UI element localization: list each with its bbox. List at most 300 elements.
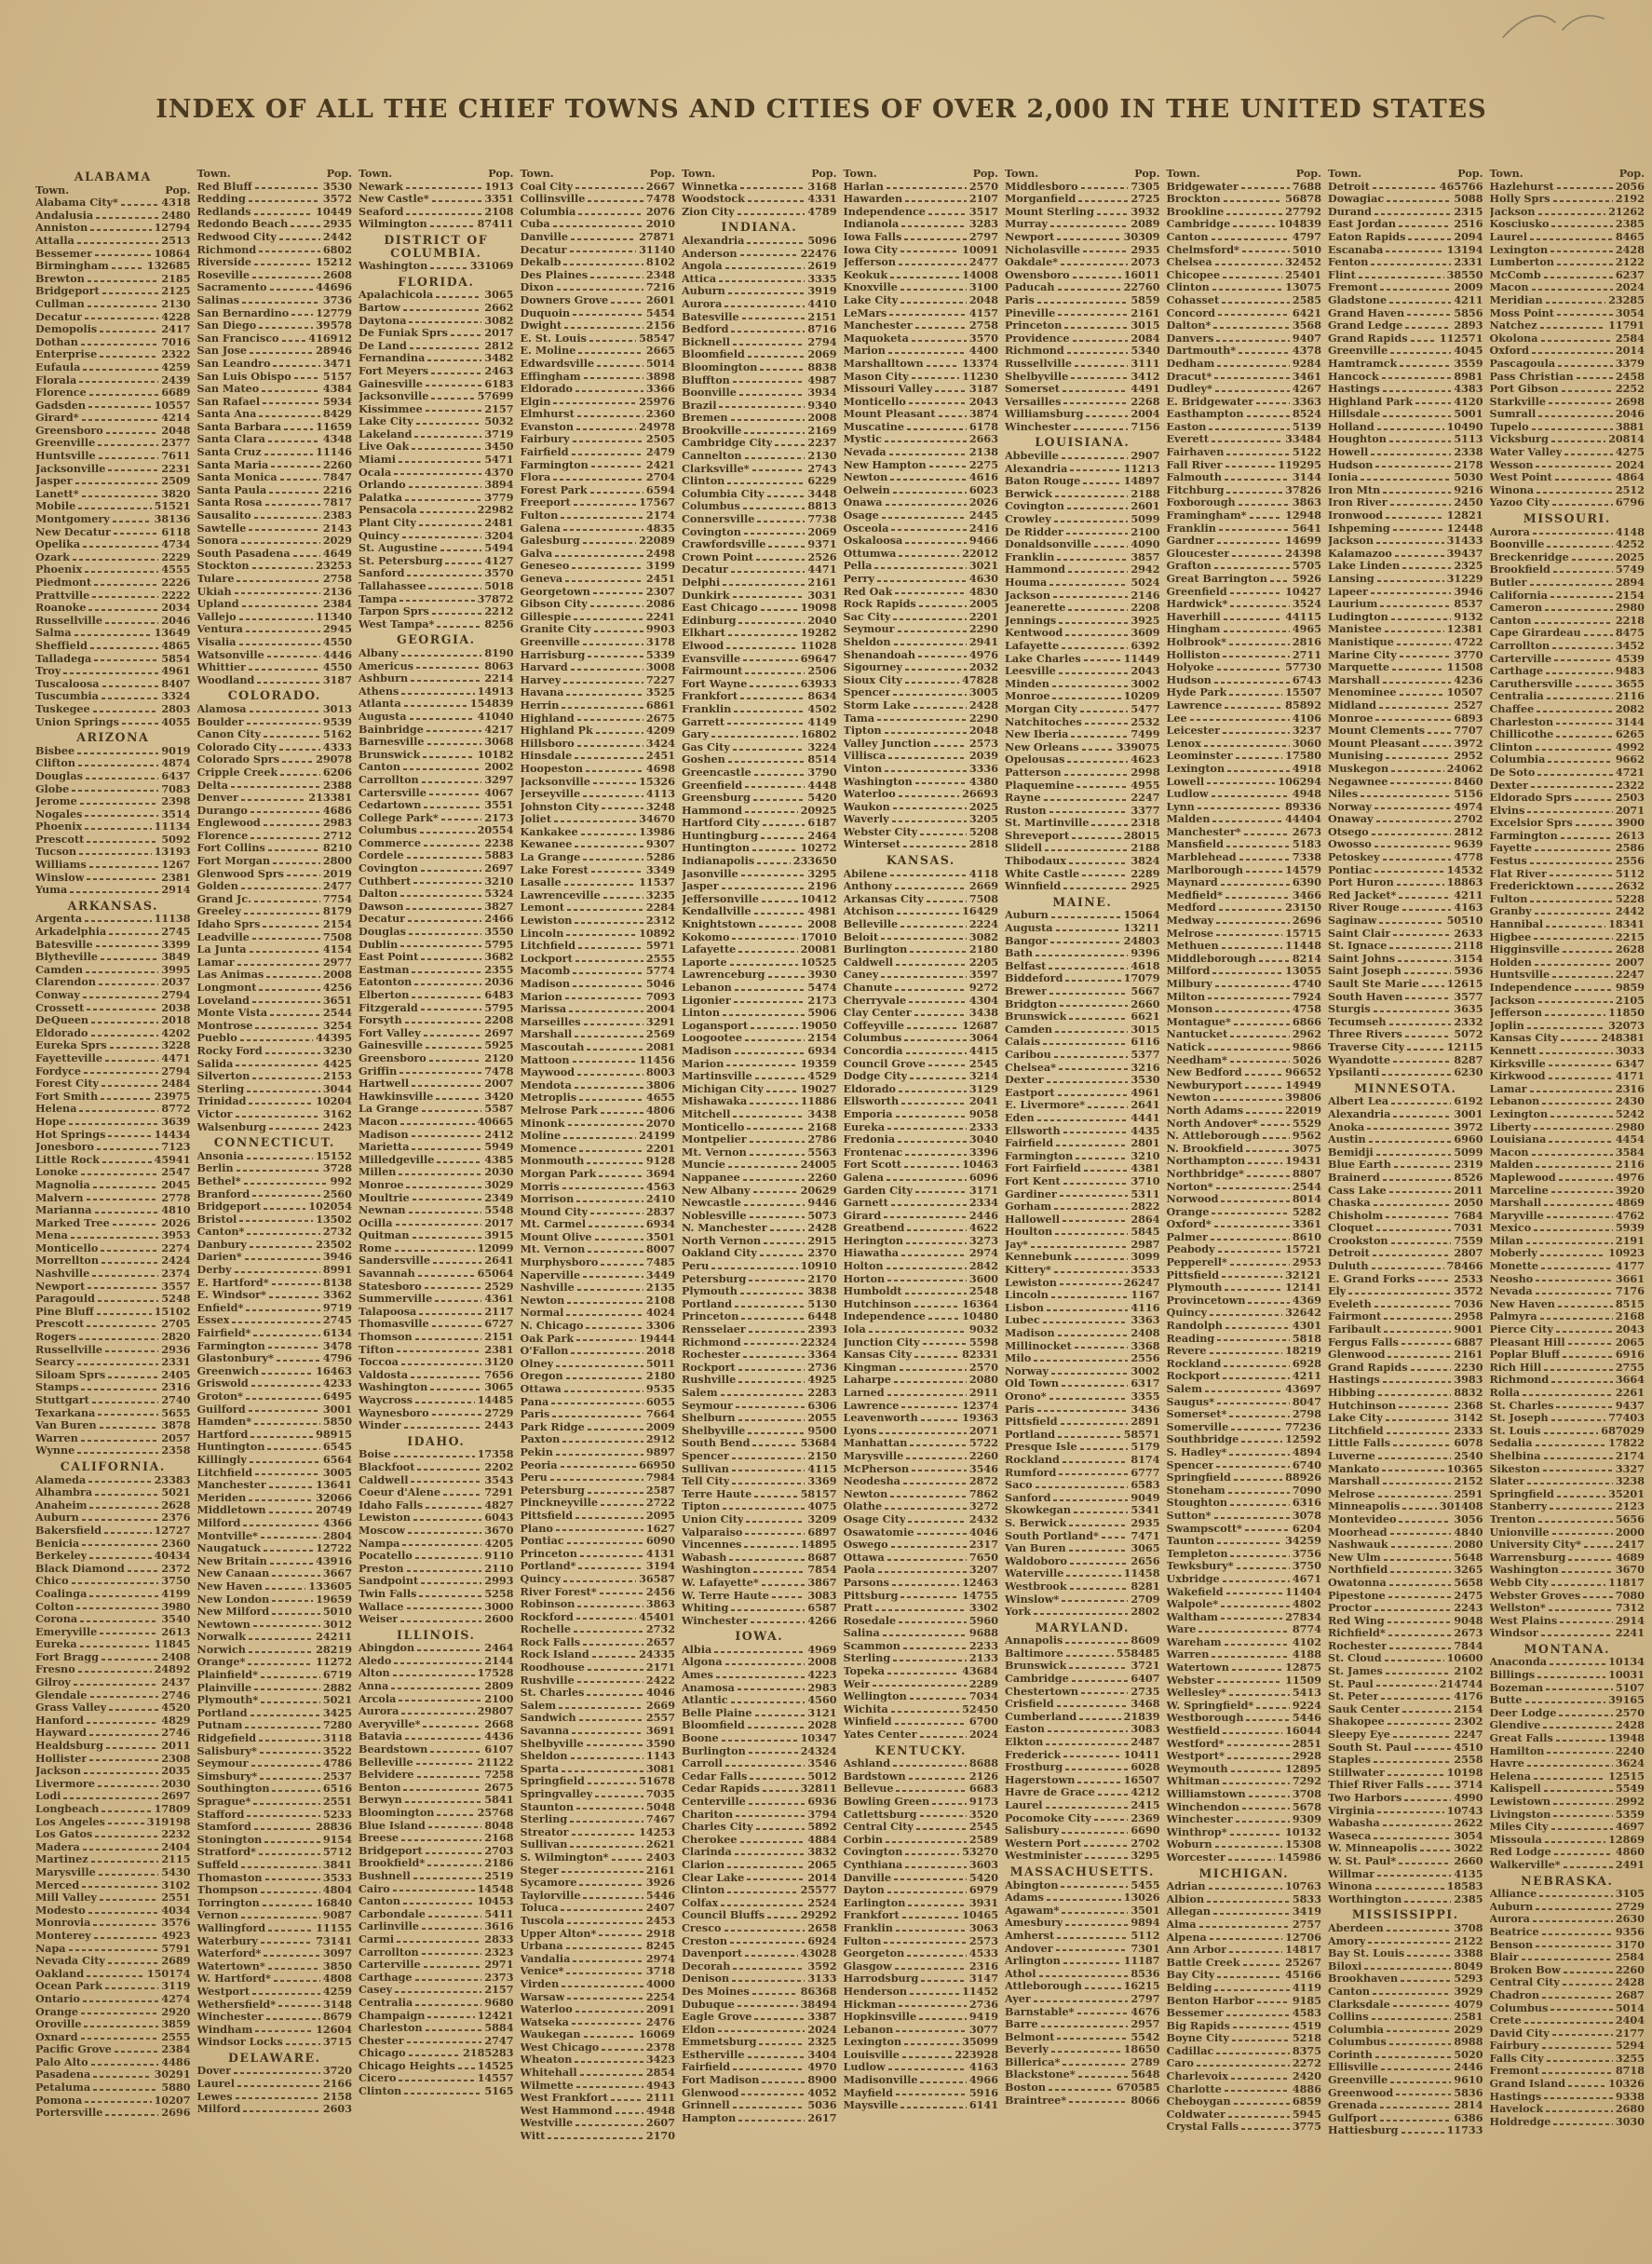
town-name: Brazil xyxy=(682,399,717,412)
leader-dashes xyxy=(1067,352,1129,354)
town-row xyxy=(359,1027,514,1040)
leader-dashes xyxy=(590,492,643,494)
population-value: 5377 xyxy=(1131,1047,1160,1061)
leader-dashes xyxy=(291,225,320,227)
population-value: 2479 xyxy=(645,445,675,459)
population-value: 58571 xyxy=(1123,1427,1160,1441)
leader-dashes xyxy=(1075,1347,1129,1349)
leader-dashes xyxy=(413,1519,481,1521)
population-value: 4835 xyxy=(645,521,675,535)
leader-dashes xyxy=(1248,1302,1289,1304)
population-value: 2231 xyxy=(161,461,191,475)
town-row xyxy=(1167,1281,1322,1295)
town-name: Boone xyxy=(682,1732,719,1745)
town-row xyxy=(35,412,191,425)
town-row xyxy=(359,939,514,952)
town-name: Pratt xyxy=(843,1602,873,1615)
town-row xyxy=(1328,433,1483,446)
population-value: 4676 xyxy=(1131,2004,1160,2018)
leader-dashes xyxy=(920,1815,967,1817)
town-row xyxy=(682,2099,837,2112)
town-name: Greensboro xyxy=(35,424,103,437)
town-name: Summerville xyxy=(359,1293,433,1306)
leader-dashes xyxy=(242,605,320,607)
leader-dashes xyxy=(1057,2038,1128,2040)
town-name: South Bend xyxy=(682,1437,751,1450)
town-row xyxy=(521,560,676,573)
leader-dashes xyxy=(576,1200,643,1202)
town-row xyxy=(682,905,837,918)
town-row xyxy=(1167,611,1322,624)
index-column-1 xyxy=(35,168,191,2120)
leader-dashes xyxy=(1058,289,1121,291)
town-row xyxy=(1167,1535,1322,1548)
leader-dashes xyxy=(1241,1441,1282,1443)
town-row xyxy=(1167,1905,1322,1918)
population-value: 2800 xyxy=(322,854,352,868)
population-value: 2171 xyxy=(645,1661,675,1674)
town-row xyxy=(197,408,353,421)
population-value: 3756 xyxy=(1292,1546,1321,1560)
town-name: Ventura xyxy=(196,623,243,636)
town-name: Jasper xyxy=(35,475,73,488)
town-name: Westminister xyxy=(1005,1850,1083,1863)
town-name: Plainfield* xyxy=(196,1669,258,1682)
town-name: Forest Park xyxy=(520,483,588,496)
leader-dashes xyxy=(571,1757,643,1759)
population-value: 2736 xyxy=(807,1360,837,1374)
leader-dashes xyxy=(884,1942,966,1944)
town-row xyxy=(1005,181,1160,194)
town-row xyxy=(197,1656,353,1669)
population-value: 2224 xyxy=(968,917,998,931)
town-name: Red Bluff xyxy=(196,180,252,193)
leader-dashes xyxy=(1060,1283,1121,1285)
town-row xyxy=(197,1108,353,1121)
leader-dashes xyxy=(254,517,320,519)
town-row xyxy=(35,2018,191,2031)
town-name: Peru xyxy=(520,1471,548,1484)
town-name: Crisfield xyxy=(1005,1698,1054,1711)
town-name: Providence xyxy=(1005,332,1070,345)
leader-dashes xyxy=(89,1759,158,1761)
population-value: 5001 xyxy=(1454,407,1483,421)
town-name: Live Oak xyxy=(359,441,410,454)
leader-dashes xyxy=(1046,1807,1129,1809)
town-row xyxy=(844,1935,999,1948)
town-row xyxy=(1005,1812,1160,1825)
town-name: Thomaston xyxy=(196,1871,263,1884)
population-value: 11213 xyxy=(1123,461,1160,475)
leader-dashes xyxy=(1070,469,1120,471)
town-name: Westford* xyxy=(1166,1737,1225,1750)
population-value: 2907 xyxy=(1131,449,1160,463)
population-value: 2451 xyxy=(645,749,675,763)
population-value: 7305 xyxy=(1131,179,1160,193)
leader-dashes xyxy=(735,1052,806,1054)
population-value: 2201 xyxy=(968,609,998,623)
population-value: 6564 xyxy=(322,1452,352,1466)
leader-dashes xyxy=(1209,428,1290,430)
town-name: Prescott xyxy=(35,833,85,846)
leader-dashes xyxy=(748,356,806,358)
leader-dashes xyxy=(1221,1200,1289,1202)
population-value: 8537 xyxy=(1454,597,1483,611)
population-value: 4827 xyxy=(484,1498,514,1512)
town-row xyxy=(1005,1530,1160,1543)
population-value: 2241 xyxy=(645,609,675,623)
population-value: 3425 xyxy=(322,1705,352,1719)
town-name: Enterprise xyxy=(35,348,98,361)
town-name: Zion City xyxy=(682,205,735,218)
town-row xyxy=(197,1973,353,1986)
population-value: 7817 xyxy=(322,495,352,509)
town-name: Pasadena xyxy=(35,2068,91,2081)
town-row xyxy=(844,307,999,320)
leader-dashes xyxy=(1078,200,1128,202)
leader-dashes xyxy=(121,204,158,206)
leader-dashes xyxy=(287,874,320,876)
population-value: 7090 xyxy=(1292,1483,1321,1497)
town-name: Monroe xyxy=(1005,690,1050,703)
state-heading: ILLINOIS. xyxy=(397,1627,476,1642)
town-name: Columbus xyxy=(682,500,740,513)
town-row xyxy=(359,1832,514,1845)
leader-dashes xyxy=(566,1947,643,1949)
population-value: 2746 xyxy=(161,1726,191,1740)
town-name: Bristol xyxy=(196,1213,237,1226)
town-row xyxy=(197,1821,353,1834)
leader-dashes xyxy=(887,1673,959,1674)
town-row xyxy=(1005,538,1160,551)
population-value: 2322 xyxy=(161,347,191,361)
town-row xyxy=(1328,358,1483,371)
population-value: 3111 xyxy=(1131,356,1160,370)
town-row xyxy=(359,1448,514,1461)
town-row xyxy=(197,1872,353,1885)
town-row xyxy=(35,1968,191,1981)
population-value: 2046 xyxy=(161,613,191,627)
town-name: Hayward xyxy=(35,1727,87,1740)
leader-dashes xyxy=(251,1715,320,1716)
town-row xyxy=(1005,1917,1160,1930)
town-name: Rock Falls xyxy=(520,1635,581,1648)
population-value: 8375 xyxy=(1292,2043,1321,2057)
town-name: Watertown* xyxy=(196,1959,265,1973)
town-name: E. Livermore* xyxy=(1005,1099,1086,1112)
town-row xyxy=(197,433,353,446)
population-value: 2506 xyxy=(807,664,837,678)
town-name: Minonk xyxy=(520,1117,565,1130)
town-row xyxy=(35,1676,191,1689)
town-name: Elberton xyxy=(359,989,410,1001)
town-name: Centerville xyxy=(682,1796,746,1808)
town-name: Salida xyxy=(196,1057,234,1070)
town-row xyxy=(1005,294,1160,307)
leader-dashes xyxy=(400,1620,481,1622)
population-value: 2405 xyxy=(161,1367,191,1381)
town-name: Lincoln xyxy=(1005,1289,1049,1302)
town-row xyxy=(844,371,999,384)
town-name: Estherville xyxy=(682,2048,745,2061)
leader-dashes xyxy=(733,1968,805,1970)
town-name: Naperville xyxy=(520,1268,581,1281)
leader-dashes xyxy=(750,1154,806,1156)
population-value: 2153 xyxy=(322,1069,352,1083)
town-row xyxy=(682,1475,837,1488)
town-name: Madera xyxy=(35,1840,80,1853)
town-name: Oakland xyxy=(35,1967,85,1980)
town-row xyxy=(359,724,514,737)
town-row xyxy=(844,1872,999,1885)
population-value: 9466 xyxy=(968,534,998,548)
population-value: 2007 xyxy=(484,1077,514,1091)
town-row xyxy=(359,327,514,340)
population-value: 2662 xyxy=(484,300,514,314)
population-value: 106294 xyxy=(1278,774,1321,788)
population-value: 9340 xyxy=(807,398,837,412)
population-value: 7227 xyxy=(645,672,675,686)
leader-dashes xyxy=(596,732,643,734)
town-row xyxy=(359,2072,514,2085)
town-row xyxy=(1167,1788,1322,1801)
leader-dashes xyxy=(1377,580,1444,582)
town-row xyxy=(521,876,676,889)
leader-dashes xyxy=(1051,2051,1121,2053)
population-value: 6621 xyxy=(1131,1010,1160,1024)
town-row xyxy=(521,181,676,194)
population-value: 2381 xyxy=(484,1342,514,1356)
town-name: Scammon xyxy=(843,1639,900,1652)
leader-dashes xyxy=(555,555,643,557)
town-name: Holyoke xyxy=(1166,661,1214,674)
town-name: Jay* xyxy=(1005,1238,1028,1251)
town-row xyxy=(1005,1137,1160,1150)
town-name: Valparaiso xyxy=(682,1525,743,1539)
town-row xyxy=(521,459,676,472)
town-name: Williams xyxy=(35,859,87,872)
town-name: Lincoln xyxy=(520,927,564,940)
population-value: 5529 xyxy=(1292,1116,1321,1130)
town-row xyxy=(1328,206,1483,219)
town-row xyxy=(682,1859,837,1872)
population-value: 2289 xyxy=(1131,866,1160,880)
population-value: 4318 xyxy=(161,196,191,210)
town-row xyxy=(1167,674,1322,687)
town-row xyxy=(1167,1932,1322,1945)
town-row xyxy=(1167,1333,1322,1346)
population-value: 8991 xyxy=(322,1263,352,1277)
town-row xyxy=(1167,307,1322,320)
leader-dashes xyxy=(93,2089,158,2091)
town-name: Everett xyxy=(1166,433,1209,446)
leader-dashes xyxy=(427,1864,481,1866)
town-row xyxy=(359,1820,514,1833)
town-name: Franklin xyxy=(843,1921,893,1934)
town-name: Boyne City xyxy=(1166,2032,1229,2045)
leader-dashes xyxy=(1065,634,1128,636)
leader-dashes xyxy=(1055,1031,1128,1033)
town-row xyxy=(35,475,191,488)
population-value: 3438 xyxy=(807,1106,837,1120)
town-row xyxy=(197,193,353,206)
leader-dashes xyxy=(553,225,643,227)
leader-dashes xyxy=(573,1960,643,1962)
leader-dashes xyxy=(401,693,474,695)
town-name: Palatka xyxy=(359,491,403,504)
leader-dashes xyxy=(738,622,805,624)
leader-dashes xyxy=(412,971,481,973)
leader-dashes xyxy=(939,415,967,417)
town-row xyxy=(35,964,191,977)
town-row xyxy=(844,1020,999,1033)
population-value: 4789 xyxy=(807,204,837,218)
town-name: DeQueen xyxy=(35,1014,89,1027)
leader-dashes xyxy=(413,1237,482,1239)
town-name: Moscow xyxy=(359,1524,406,1537)
leader-dashes xyxy=(294,377,320,379)
leader-dashes xyxy=(563,1580,636,1582)
town-name: Dwight xyxy=(520,319,562,332)
town-name: Tarpon Sprs xyxy=(359,605,429,618)
leader-dashes xyxy=(734,1001,806,1003)
population-value: 14755 xyxy=(962,1588,998,1602)
population-value: 2891 xyxy=(1131,1415,1160,1429)
town-name: Visalia xyxy=(196,635,237,648)
leader-dashes xyxy=(1044,799,1129,801)
town-row xyxy=(1005,1239,1160,1252)
population-value: 3546 xyxy=(968,1461,998,1475)
town-name: Kendallville xyxy=(682,905,752,918)
leader-dashes xyxy=(1056,1145,1128,1146)
leader-dashes xyxy=(237,964,320,966)
town-row xyxy=(197,1999,353,2012)
population-value: 2802 xyxy=(1131,1605,1160,1619)
town-row xyxy=(521,1193,676,1206)
town-row xyxy=(682,2061,837,2074)
leader-dashes xyxy=(1056,1949,1129,1951)
town-name: Bellevue xyxy=(843,1783,894,1796)
leader-dashes xyxy=(887,1268,967,1269)
town-name: Decatur xyxy=(359,913,406,926)
population-value: 3533 xyxy=(1131,1263,1160,1277)
leader-dashes xyxy=(78,508,151,509)
population-value: 5122 xyxy=(1292,445,1321,459)
leader-dashes xyxy=(266,976,320,978)
population-value: 2108 xyxy=(484,204,514,218)
population-value: 3482 xyxy=(484,351,514,365)
leader-dashes xyxy=(575,846,643,847)
population-value: 8210 xyxy=(322,841,352,855)
town-row xyxy=(359,824,514,837)
population-value: 15721 xyxy=(1285,1242,1321,1256)
town-name: W. Springfield* xyxy=(1166,1699,1254,1712)
town-row xyxy=(682,1298,837,1311)
town-name: Orange xyxy=(35,2005,78,2018)
population-value: 3216 xyxy=(1131,1060,1160,1074)
population-value: 41040 xyxy=(477,709,514,723)
leader-dashes xyxy=(81,2038,159,2040)
population-value: 17567 xyxy=(639,495,675,509)
leader-dashes xyxy=(750,685,797,687)
town-name: Ludlow xyxy=(843,2061,886,2074)
town-row xyxy=(197,1580,353,1593)
population-value: 7650 xyxy=(968,1550,998,1564)
town-row xyxy=(359,181,514,194)
leader-dashes xyxy=(1373,187,1437,189)
population-value: 3832 xyxy=(807,1845,837,1859)
population-value: 4217 xyxy=(484,722,514,736)
leader-dashes xyxy=(1061,1423,1129,1425)
town-row xyxy=(35,1014,191,1027)
town-name: Decatur xyxy=(520,243,567,256)
leader-dashes xyxy=(102,1085,158,1087)
town-name: Westport* xyxy=(1166,1750,1225,1763)
town-row xyxy=(521,1978,676,1991)
town-row xyxy=(197,446,353,459)
population-value: 9903 xyxy=(645,622,675,636)
leader-dashes xyxy=(770,1229,806,1231)
population-value: 3001 xyxy=(322,1402,352,1416)
leader-dashes xyxy=(1399,225,1451,227)
population-value: 5179 xyxy=(1131,1440,1160,1454)
population-value: 2740 xyxy=(161,1393,191,1406)
town-row xyxy=(682,500,837,513)
population-value: 5641 xyxy=(1292,521,1321,535)
leader-dashes xyxy=(88,1481,151,1483)
population-value: 3133 xyxy=(807,1972,837,1986)
town-name: Richmond xyxy=(682,1335,741,1349)
town-row xyxy=(682,1656,837,1669)
town-name: Bloomington xyxy=(682,360,758,373)
town-row xyxy=(197,868,353,881)
leader-dashes xyxy=(566,934,636,936)
town-row xyxy=(359,1281,514,1294)
leader-dashes xyxy=(1059,672,1129,674)
population-value: 2628 xyxy=(161,1498,191,1512)
town-name: Griffin xyxy=(359,1064,398,1078)
leader-dashes xyxy=(901,1406,959,1408)
town-name: Gary xyxy=(682,728,710,741)
population-value: 2417 xyxy=(161,322,191,336)
leader-dashes xyxy=(748,1432,805,1434)
leader-dashes xyxy=(102,685,159,687)
population-value: 2166 xyxy=(322,2077,352,2091)
leader-dashes xyxy=(746,1521,805,1523)
population-value: 3720 xyxy=(322,2064,352,2078)
town-row xyxy=(1005,193,1160,206)
population-value: 3448 xyxy=(807,486,837,500)
population-value: 24005 xyxy=(800,1158,837,1172)
town-name: Aurora xyxy=(359,1705,399,1718)
town-row xyxy=(35,678,191,691)
population-value: 8610 xyxy=(1292,1229,1321,1243)
leader-dashes xyxy=(244,1183,328,1185)
population-value: 6107 xyxy=(484,1742,514,1756)
leader-dashes xyxy=(1415,402,1451,404)
leader-dashes xyxy=(255,1027,319,1029)
town-row xyxy=(197,1745,353,1758)
population-value: 2589 xyxy=(968,1832,998,1846)
town-row xyxy=(359,580,514,593)
population-value: 10480 xyxy=(962,1309,998,1323)
population-value: 2009 xyxy=(645,1419,675,1433)
leader-dashes xyxy=(1076,1158,1128,1159)
leader-dashes xyxy=(1237,1567,1290,1569)
leader-dashes xyxy=(235,592,320,594)
population-value: 2743 xyxy=(807,461,837,475)
town-row xyxy=(359,1381,514,1394)
